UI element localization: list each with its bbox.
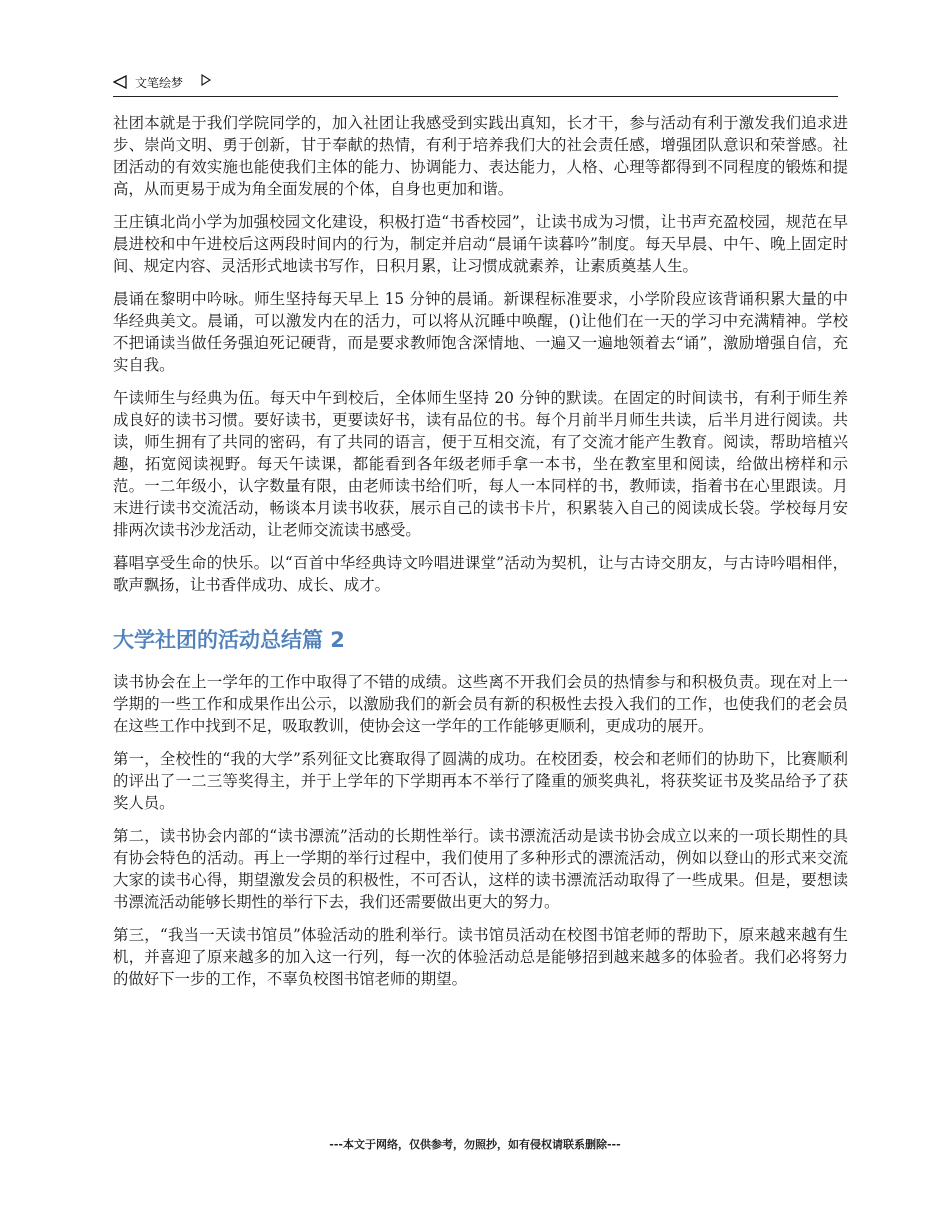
paragraph: 第二，读书协会内部的“读书漂流”活动的长期性举行。读书漂流活动是读书协会成立以来的一项长期性的具有协会特色的活动。再上一学期的举行过程中，我们使用了多种形式的漂流活动，例如以登山的形式来交流大家的读书心得，期望激发会员的积极性，不可否认，这样的读书漂流活动取得了一些成果。但是，要想读书漂流活动能够长期性的举行下去，我们还需要做出更大的努力。	[113, 827, 848, 911]
page-header	[113, 70, 838, 97]
section-title: 大学社团的活动总结篇 2	[113, 628, 345, 652]
paragraph: 第一，全校性的“我的大学”系列征文比赛取得了圆满的成功。在校团委，校会和老师们的协助下，比赛顺利的评出了一二三等奖得主，并于上学年的下学期再本不举行了隆重的颁奖典礼，将获奖证书及奖品给予了获奖人员。	[113, 750, 848, 812]
document-body	[113, 112, 848, 1001]
paragraph: 晨诵在黎明中吟咏。师生坚持每天早上 15 分钟的晨诵。新课程标准要求，小学阶段应该背诵积累大量的中华经典美文。晨诵，可以激发内在的活力，可以将从沉睡中唤醒，()让他们在一天的学习中充满精神。学校不把诵读当做任务强迫死记硬背，而是要求教师饱含深情地、一遍又一遍地领着去“诵”，激励增强自信，充实自我。	[113, 290, 848, 374]
page-footer: ---本文于网络，仅供参考，勿照抄，如有侵权请联系删除---	[329, 1138, 621, 1151]
paragraph: 第三，“我当一天读书馆员”体验活动的胜利举行。读书馆员活动在校图书馆老师的帮助下，原来越来越有生机，并喜迎了原来越多的加入这一行列，每一次的体验活动总是能够招到越来越多的体验者。我们必将努力的做好下一步的工作，不辜负校图书馆老师的期望。	[113, 926, 848, 988]
paragraph: 王庄镇北尚小学为加强校园文化建设，积极打造“书香校园”，让读书成为习惯，让书声充盈校园，规范在早晨进校和中午进校后这两段时间内的行为，制定并启动“晨诵午读暮吟”制度。每天早晨、中午、晚上固定时间、规定内容、灵活形式地读书写作，日积月累，让习惯成就素养，让素质奠基人生。	[113, 213, 848, 275]
paragraph: 读书协会在上一学年的工作中取得了不错的成绩。这些离不开我们会员的热情参与和积极负责。现在对上一学期的一些工作和成果作出公示，以激励我们的新会员有新的积极性去投入我们的工作，也使我们的老会员在这些工作中找到不足，吸取教训，使协会这一学年的工作能够更顺利，更成功的展开。	[113, 673, 848, 735]
paragraph: 社团本就是于我们学院同学的，加入社团让我感受到实践出真知，长才干，参与活动有利于激发我们追求进步、崇尚文明、勇于创新，甘于奉献的热情，有利于培养我们大的社会责任感，增强团队意识和荣誉感。社团活动的有效实施也能使我们主体的能力、协调能力、表达能力，人格、心理等都得到不同程度的锻炼和提高，从而更易于成为角全面发展的个体，自身也更加和谐。	[113, 114, 848, 198]
paragraph: 午读师生与经典为伍。每天中午到校后，全体师生坚持 20 分钟的默读。在固定的时间读书，有利于师生养成良好的读书习惯。要好读书，更要读好书，读有品位的书。每个月前半月师生共读，后半月进行阅读。共读，师生拥有了共同的密码，有了共同的语言，便于互相交流，有了交流才能产生教育。阅读，帮助培植兴趣，拓宽阅读视野。每天午读课，都能看到各年级老师手拿一本书，坐在教室里和阅读，给做出榜样和示范。一二年级小，认字数量有限，由老师读书给们听，每人一本同样的书，教师读，指着书在心里跟读。月末进行读书交流活动，畅谈本月读书收获，展示自己的读书卡片，积累装入自己的阅读成长袋。学校每月安排两次读书沙龙活动，让老师交流读书感受。	[113, 389, 848, 539]
triangle-left-icon	[113, 75, 127, 89]
paragraph: 暮唱享受生命的快乐。以“百首中华经典诗文吟唱进课堂”活动为契机，让与古诗交朋友，与古诗吟唱相伴，歌声飘扬，让书香伴成功、成长、成才。	[113, 554, 848, 594]
triangle-right-icon	[201, 74, 211, 86]
header-title: 文笔绘梦	[135, 76, 184, 90]
